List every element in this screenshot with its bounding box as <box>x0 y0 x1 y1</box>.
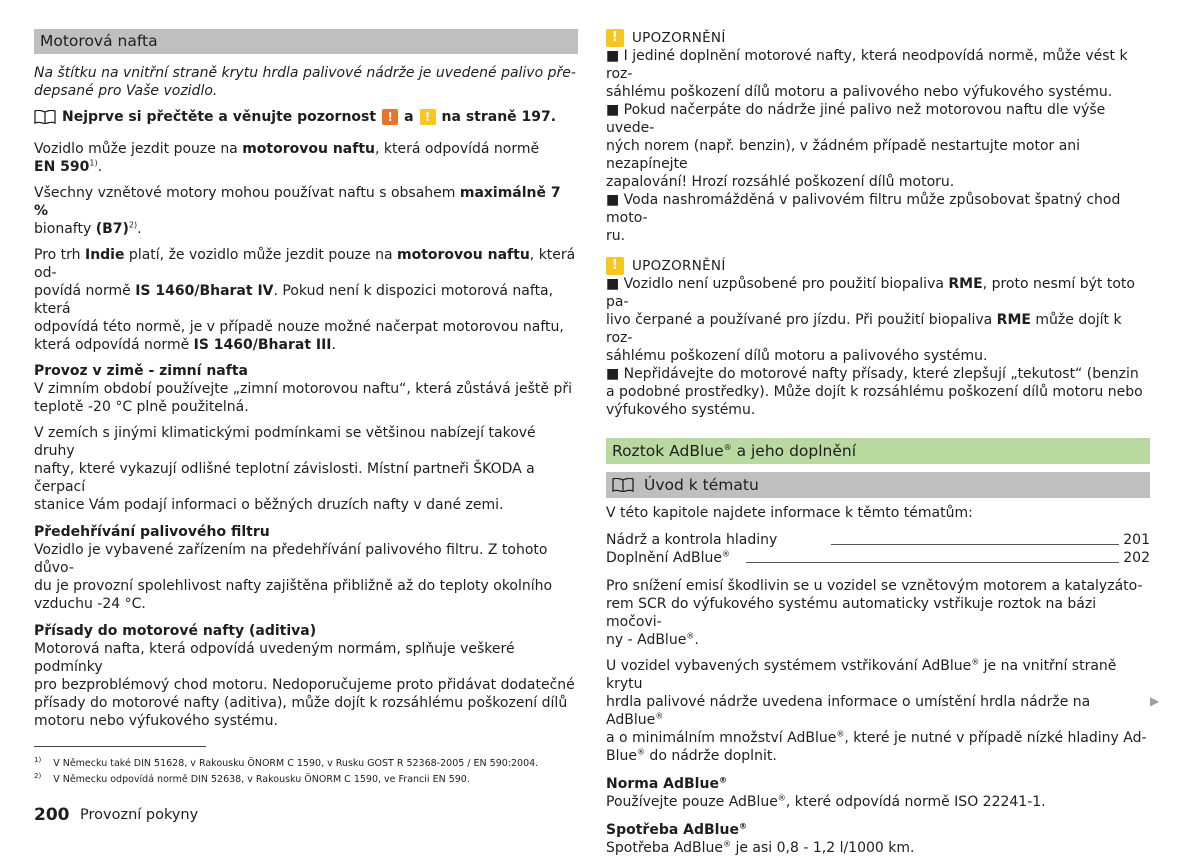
paragraph-adblue-consumption: Spotřeba AdBlue® je asi 0,8 - 1,2 l/1000 km. <box>606 839 915 856</box>
subheading-additives: Přísady do motorové nafty (aditiva) <box>34 623 317 639</box>
book-icon <box>34 110 56 124</box>
footnote-divider <box>34 746 206 747</box>
paragraph-adblue-norm: Používejte pouze AdBlue®, které odpovídá normě ISO 22241-1. <box>606 793 1046 810</box>
footnote-2: $^{2)}$ V Německu odpovídá normě DIN 52638, v Rakousku ÖNORM C 1590, ve Francii EN 590. <box>34 771 470 785</box>
read-first-and: a <box>404 109 414 125</box>
page-number: 200 <box>34 805 70 825</box>
right-column <box>606 29 1150 857</box>
subsection-heading-intro: Úvod k tématu <box>606 472 1150 498</box>
warning-yellow-icon: ! <box>606 29 624 47</box>
toc-entry-refill[interactable]: Doplnění AdBlue® 202 <box>606 549 1150 566</box>
warning-heading-2: ! UPOZORNĚNÍ <box>606 257 1150 275</box>
read-first-page: na straně 197. <box>441 109 557 125</box>
paragraph-biodiesel: Všechny vznětové motory mohou používat naftu s obsahem maximálně 7 % bionafty $(B7)^{2)}$. <box>34 185 561 237</box>
warning-yellow-icon: ! <box>420 109 436 125</box>
left-column <box>34 29 578 730</box>
section-heading-adblue: Roztok AdBlue® a jeho doplnění <box>606 438 1150 464</box>
read-first-note <box>34 108 578 126</box>
warning-text-2: ■ Vozidlo není uzpůsobené pro použití biopaliva RME, proto nesmí být toto pa- livo čerpané a používané pro jízdu. Při použití biopaliva RME může dojít k roz- sáhlému poškození dílů motoru a palivového systému. ■ Nepřidávejte do motorové nafty přísady, které zlepšují „tekutost“ (benzin a podobné prostředky). Může dojít k rozsáhlému poškození dílů motoru nebo výfukového systému. <box>606 276 1143 418</box>
next-page-arrow-icon[interactable]: ▶ <box>1150 694 1160 708</box>
footnote-1: $^{1)}$ V Německu také DIN 51628, v Rakousku ÖNORM C 1590, v Rusku GOST R 52368-2005 / EN 590:2004. <box>34 755 539 769</box>
subheading-adblue-consumption: Spotřeba AdBlue® <box>606 821 747 838</box>
warning-red-icon: ! <box>382 109 398 125</box>
footnote-ref-2: 2) <box>128 220 138 230</box>
toc-entry-tank[interactable]: Nádrž a kontrola hladiny 201 <box>606 532 1150 548</box>
paragraph-additives: Motorová nafta, která odpovídá uvedeným normám, splňuje veškeré podmínky pro bezproblémový chod motoru. Nedoporučujeme proto přidávat dodatečné přísady do motorové nafty (aditiva), může dojít k rozsáhlému poškození dílů motoru nebo výfukového systému. <box>34 641 575 729</box>
footnote-ref-1: 1) <box>89 158 98 168</box>
warning-text-1: ■ I jediné doplnění motorové nafty, která neodpovídá normě, může vést k roz- sáhlému poškození dílů motoru a palivového nebo výfukového systému. ■ Pokud načerpáte do nádrže jiné palivo než motorovou naftu dle výše uvede- ných norem (např. benzin), v žádném případě nestartujte motor ani nezapínejte zapalování! Hrozí rozsáhlé poškození dílů motoru. ■ Voda nashromážděná v palivovém filtru může způsobovat špatný chod moto- ru. <box>606 48 1128 244</box>
paragraph-adblue-scr: Pro snížení emisí škodlivin se u vozidel se vznětovým motorem a katalyzáto- rem SCR do výfukového systému automaticky vstřikuje roztok na bázi močovi- ny - AdBlue®. <box>606 578 1143 648</box>
warning-yellow-icon: ! <box>606 257 624 275</box>
subheading-winter: Provoz v zimě - zimní nafta <box>34 363 248 379</box>
intro-chapter-text: V této kapitole najdete informace k těmto tématům: <box>606 505 973 521</box>
warning-heading-1: ! UPOZORNĚNÍ <box>606 29 1150 47</box>
paragraph-diesel-norm: Vozidlo může jezdit pouze na motorovou naftu, která odpovídá normě EN 590$^{1)}$. <box>34 141 540 175</box>
paragraph-winter: V zimním období používejte „zimní motorovou naftu“, která zůstává ještě při teplotě -20 °C plně použitelná. <box>34 381 573 415</box>
page-chapter-title: Provozní pokyny <box>80 807 199 823</box>
book-icon <box>612 478 634 492</box>
paragraph-climate: V zemích s jinými klimatickými podmínkami se většinou nabízejí takové druhy nafty, které vykazují odlišné teplotní závislosti. Místní partneři ŠKODA a čerpací stanice Vám podají informaci o běžných druzích nafty v dané zemi. <box>34 425 536 513</box>
paragraph-preheat: Vozidlo je vybavené zařízením na předehřívání palivového filtru. Z tohoto důvo- du je provozní spolehlivost nafty zajištěna přibližně až do teploty okolního vzduchu -24 °C. <box>34 542 553 612</box>
paragraph-india: Pro trh Indie platí, že vozidlo může jezdit pouze na motorovou naftu, která od- povídá normě IS 1460/Bharat IV. Pokud není k dispozici motorová nafta, která odpovídá této normě, je v případě nouze možné načerpat motorovou naftu, která odpovídá normě IS 1460/Bharat III. <box>34 247 576 353</box>
subheading-adblue-norm: Norma AdBlue® <box>606 775 727 792</box>
subheading-preheat: Předehřívání palivového filtru <box>34 524 270 540</box>
read-first-text: Nejprve si přečtěte a věnujte pozornost <box>62 109 377 125</box>
paragraph-adblue-location: U vozidel vybavených systémem vstřikování AdBlue® je na vnitřní straně krytu hrdla palivové nádrže uvedena informace o umístění hrdla nádrže na AdBlue® a o minimálním množství AdBlue®, které je nutné v případě nízké hladiny Ad- Blue® do nádrže doplnit. <box>606 657 1147 764</box>
section-heading-diesel: Motorová nafta <box>34 29 578 54</box>
intro-text: Na štítku na vnitřní straně krytu hrdla palivové nádrže je uvedené palivo pře- depsané pro Vaše vozidlo. <box>34 65 576 99</box>
